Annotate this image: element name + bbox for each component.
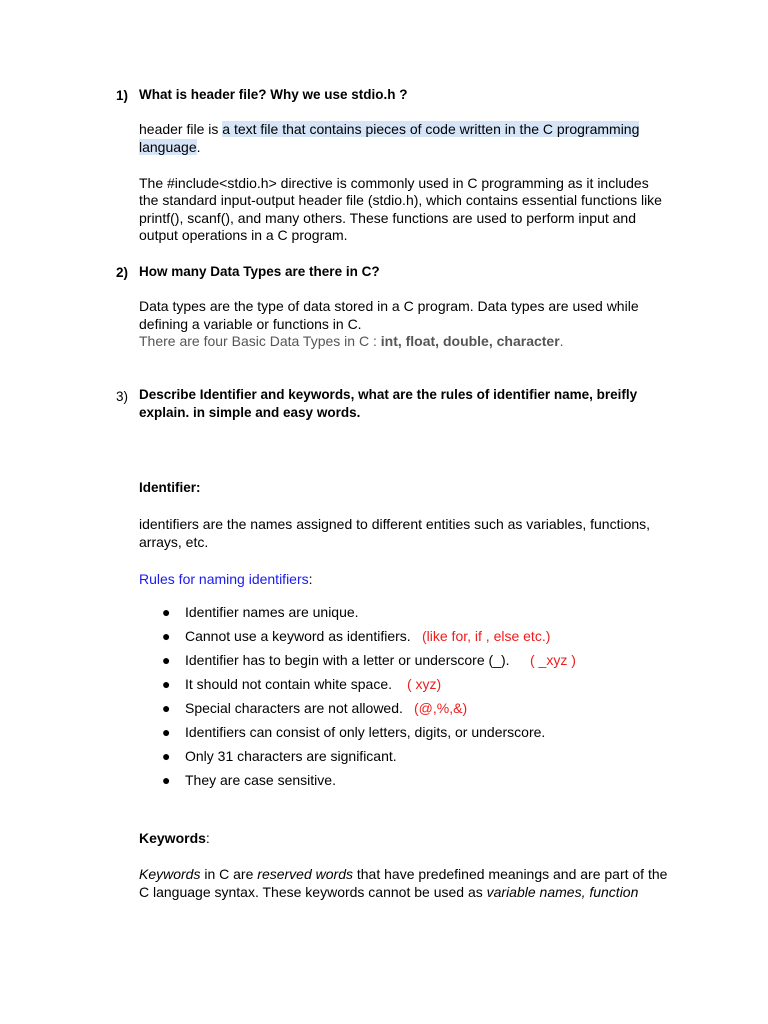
- q1-para2-line4: output operations in a C program.: [139, 227, 348, 243]
- q1-answer-highlight-1: a text file that contains pieces of code written in the C programming: [222, 121, 640, 137]
- q2-basic-types: int, float, double, character: [380, 333, 560, 349]
- keywords-heading-colon: :: [205, 830, 210, 846]
- rule-item-6: [185, 724, 545, 740]
- keywords-para-line1: [139, 866, 667, 884]
- rule-text: Only 31 characters are significant.: [185, 748, 397, 764]
- rule-item-2: [185, 628, 411, 644]
- q1-number: 1): [116, 88, 129, 103]
- bullet-icon: ●: [162, 748, 171, 764]
- q3-question-line1: Describe Identifier and keywords, what are the rules of identifier name, breifly: [139, 387, 638, 402]
- q2-question: How many Data Types are there in C?: [139, 264, 380, 279]
- identifier-heading: Identifier:: [139, 480, 201, 495]
- q2-line1: Data types are the type of data stored in a C program. Data types are used while: [139, 298, 639, 314]
- rule-note-5: (@,%,&): [414, 700, 468, 716]
- bullet-icon: ●: [162, 724, 171, 740]
- q3-question-line2: explain. in simple and easy words.: [139, 405, 361, 420]
- q3-number: 3): [116, 389, 129, 404]
- q2-basic-types-line: [139, 333, 564, 351]
- rule-item-3: [185, 652, 510, 668]
- bullet-icon: ●: [162, 772, 171, 788]
- rule-text: Cannot use a keyword as identifiers.: [185, 628, 411, 644]
- rule-item-5: [185, 700, 403, 716]
- keywords-para-line2: [139, 884, 638, 902]
- rule-note-2: (like for, if , else etc.): [422, 628, 551, 644]
- bullet-icon: ●: [162, 676, 171, 692]
- q1-answer-line2: [139, 139, 201, 157]
- rule-text: Identifier has to begin with a letter or underscore (_).: [185, 652, 510, 668]
- rule-note-3: ( _xyz ): [530, 652, 576, 668]
- q1-question: What is header file? Why we use stdio.h ?: [139, 87, 408, 102]
- keywords-heading-text: Keywords: [139, 830, 206, 846]
- q2-line2: defining a variable or functions in C.: [139, 316, 362, 332]
- rule-text: It should not contain white space.: [185, 676, 393, 692]
- keywords-italic-3: variable names, function: [486, 884, 639, 900]
- rule-text: Special characters are not allowed.: [185, 700, 403, 716]
- q1-answer-prefix: header file is: [139, 121, 223, 137]
- rule-text: Identifier names are unique.: [185, 604, 359, 620]
- bullet-icon: ●: [162, 604, 171, 620]
- identifier-definition-line2: arrays, etc.: [139, 534, 209, 550]
- keywords-heading: [139, 830, 210, 848]
- q2-basic-suffix: .: [559, 333, 564, 349]
- keywords-text-1: in C are: [200, 866, 258, 882]
- q1-answer-suffix: .: [196, 139, 201, 155]
- rules-heading-text: Rules for naming identifiers: [139, 571, 309, 587]
- rule-item-8: [185, 772, 336, 788]
- q1-answer-highlight-2: language: [139, 139, 197, 155]
- rule-item-7: [185, 748, 397, 764]
- rule-item-4: [185, 676, 392, 692]
- rule-note-4: ( xyz): [407, 676, 442, 692]
- identifier-definition-line1: identifiers are the names assigned to different entities such as variables, functions,: [139, 516, 651, 532]
- q1-para2-line3: printf(), scanf(), and many others. These functions are used to perform input and: [139, 210, 636, 226]
- keywords-text-3: C language syntax. These keywords cannot be used as: [139, 884, 487, 900]
- q2-number: 2): [116, 265, 129, 280]
- rule-text: Identifiers can consist of only letters, digits, or underscore.: [185, 724, 546, 740]
- keywords-italic-1: Keywords: [139, 866, 201, 882]
- bullet-icon: ●: [162, 628, 171, 644]
- rules-heading: [139, 571, 313, 589]
- q1-para2-line1: The #include<stdio.h> directive is commonly used in C programming as it includes: [139, 175, 649, 191]
- bullet-icon: ●: [162, 652, 171, 668]
- q1-para2-line2: the standard input-output header file (stdio.h), which contains essential functions like: [139, 192, 662, 208]
- rules-heading-colon: :: [308, 571, 313, 587]
- rule-item-1: [185, 604, 359, 620]
- q1-answer-line1: [139, 121, 639, 139]
- keywords-italic-2: reserved words: [257, 866, 353, 882]
- bullet-icon: ●: [162, 700, 171, 716]
- keywords-text-2: that have predefined meanings and are part of the: [352, 866, 668, 882]
- rule-text: They are case sensitive.: [185, 772, 336, 788]
- q2-basic-prefix: There are four Basic Data Types in C :: [139, 333, 381, 349]
